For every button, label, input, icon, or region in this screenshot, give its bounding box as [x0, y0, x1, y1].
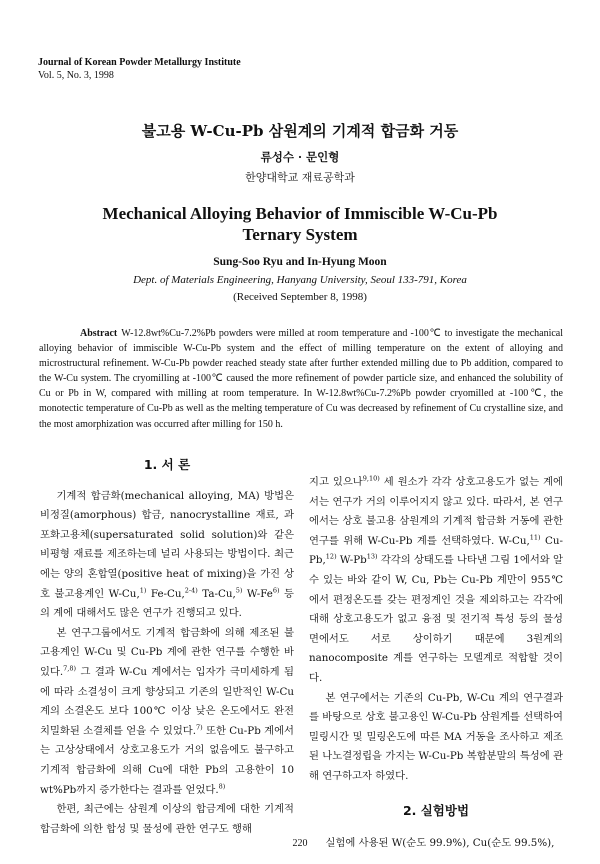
received-date: (Received September 8, 1998) — [233, 291, 367, 303]
text-run: 본 연구그룹에서도 기계적 합금화에 의해 제조된 불고용계인 W-Cu 및 Cu-Pb 계에 관한 연구를 수행한 바 있다. — [40, 626, 294, 678]
text-run: 세 원소가 각각 상호고용도가 없는 계에서는 연구가 거의 이루어지지 않고 있다. 따라서, 본 연구에서는 상호 불고용 삼원계의 기계적 합금화 거동에 관한 연구를 위해 W-Cu-Pb 계를 선택하였다. W-Cu, — [309, 476, 563, 547]
intro-paragraph-3: 한편, 최근에는 삼원계 이상의 합금계에 대한 기계적 합금화에 의한 합성 및 물성에 관한 연구도 행해 — [40, 803, 294, 835]
left-column — [40, 455, 294, 839]
abstract — [39, 326, 563, 432]
abstract-text: W-12.8wt%Cu-7.2%Pb powders were milled at room temperature and -100℃ to investigate the mechanical alloying behavior of immiscible W-Cu-Pb system and the effect of milling temperature on the extent of alloying and microstructural refinement. W-Cu-Pb powder reached steady state after further extended milling due to Pb addition, compared to the W-Cu system. The cryomilling at -100℃ caused the more refinement of powder particle size, and enhanced the solubility of Cu or Pb in W, compared with milling at room temperature. In W-12.8wt%Cu-7.2%Pb powder cryomilled at -100℃, the monotectic temperature of Cu-Pb as well as the melting temperature of Cu was decreased by refinement of Cu crystalline size, and the most amorphization was occurred after milling for 150 h. — [39, 328, 563, 430]
citation: 2-4) — [184, 586, 198, 595]
english-title-line1: Mechanical Alloying Behavior of Immiscible W-Cu-Pb — [102, 204, 498, 223]
citation: 6) — [272, 586, 280, 595]
citation: 7,8) — [63, 664, 77, 673]
intro-paragraph-4: 본 연구에서는 기존의 Cu-Pb, W-Cu 계의 연구결과를 바탕으로 상호 불고용인 W-Cu-Pb 삼원계를 선택하여 밀링시간 및 밀링온도에 따른 MA 거동을 조사하고 제조된 나노결정립을 가지는 W-Cu-Pb 복합분말의 특성에 관해 연구하고자 하였다. — [309, 691, 563, 782]
text-run: 각각의 상태도를 나타낸 그림 1에서와 알 수 있는 바와 같이 W, Cu, Pb는 Cu-Pb 계만이 955℃에서 편정온도를 갖는 편정계인 것을 제외하고는 각각에 대해 상호고용도가 없고 융점 및 전기적 특성 등의 물성 면에서도 서로 상이하기 때문에 3원계의 nanocomposite 계를 연구하는 모델계로 적합할 것이다. — [309, 554, 563, 684]
text-run: 또한 Cu-Pb 계에서는 고상상태에서 상호고용도가 거의 없음에도 불구하고 기계적 합금화에 의해 Cu에 대한 Pb의 고용한이 10 wt%Pb까지 증가한다는 결과를 얻었다. — [40, 724, 295, 796]
citation: 7) — [196, 723, 203, 732]
citation: 1) — [139, 586, 147, 595]
journal-volume: Vol. 5, No. 3, 1998 — [38, 70, 114, 81]
section1-heading: 1. 서 론 — [143, 457, 191, 472]
text-run: W-Fe — [242, 587, 273, 600]
page-number: 220 — [292, 838, 308, 849]
text-run: Fe-Cu, — [146, 587, 185, 600]
intro-paragraph-1 — [40, 487, 294, 624]
citation: 5) — [235, 586, 243, 595]
text-run: W-Pb — [336, 554, 367, 567]
text-run: 지고 있으나 — [309, 476, 363, 488]
intro-paragraph-3-continued — [309, 473, 563, 689]
text-run: 그 결과 W-Cu 계에서는 입자가 극미세하게 됨에 따라 소결성이 크게 향상되고 기존의 일반적인 W-Cu 계의 소결온도 보다 100℃ 이상 낮은 온도에서도 완전 치밀화된 소결체를 얻을 수 있었다. — [40, 665, 294, 737]
citation: 11) — [529, 533, 541, 542]
english-title — [0, 203, 600, 245]
english-authors: Sung-Soo Ryu and In-Hyung Moon — [213, 256, 387, 268]
section2-heading: 2. 실험방법 — [402, 802, 470, 818]
text-run: 등의 계에 대해서도 많은 연구가 진행되고 있다. — [40, 587, 294, 620]
english-title-line2: Ternary System — [242, 225, 358, 244]
korean-affiliation: 한양대학교 재료공학과 — [245, 171, 355, 184]
abstract-label: Abstract — [80, 328, 118, 339]
korean-title: 불고용 W-Cu-Pb 삼원계의 기계적 합금화 거동 — [141, 122, 459, 140]
citation: 12) — [325, 552, 337, 561]
citation: 8) — [218, 782, 226, 791]
text-run: 기계적 합금화(mechanical alloying, MA) 방법은 비정질(amorphous) 합금, nanocrystalline 재료, 과포화고용체(supersaturated solid solution)와 같은 비평형 재료를 제조하는데 널리 사용되는 방법이다. 최근에는 양의 혼합열(positive heat of mixing)을 가진 상호 불고용계인 W-Cu, — [40, 489, 294, 600]
journal-header — [38, 56, 241, 82]
english-affiliation: Dept. of Materials Engineering, Hanyang University, Seoul 133-791, Korea — [133, 274, 467, 286]
citation: 13) — [366, 552, 378, 561]
journal-name: Journal of Korean Powder Metallurgy Institute — [38, 57, 241, 68]
intro-paragraph-2 — [40, 624, 294, 800]
korean-authors: 류성수 · 문인형 — [260, 150, 340, 164]
right-column — [309, 473, 563, 854]
text-run: Cu-Pb, — [309, 534, 564, 567]
text-run: Ta-Cu, — [197, 587, 236, 600]
methods-paragraph-1: 실험에 사용된 W(순도 99.9%), Cu(순도 99.5%), — [325, 837, 555, 850]
citation: 9,10) — [362, 474, 380, 483]
